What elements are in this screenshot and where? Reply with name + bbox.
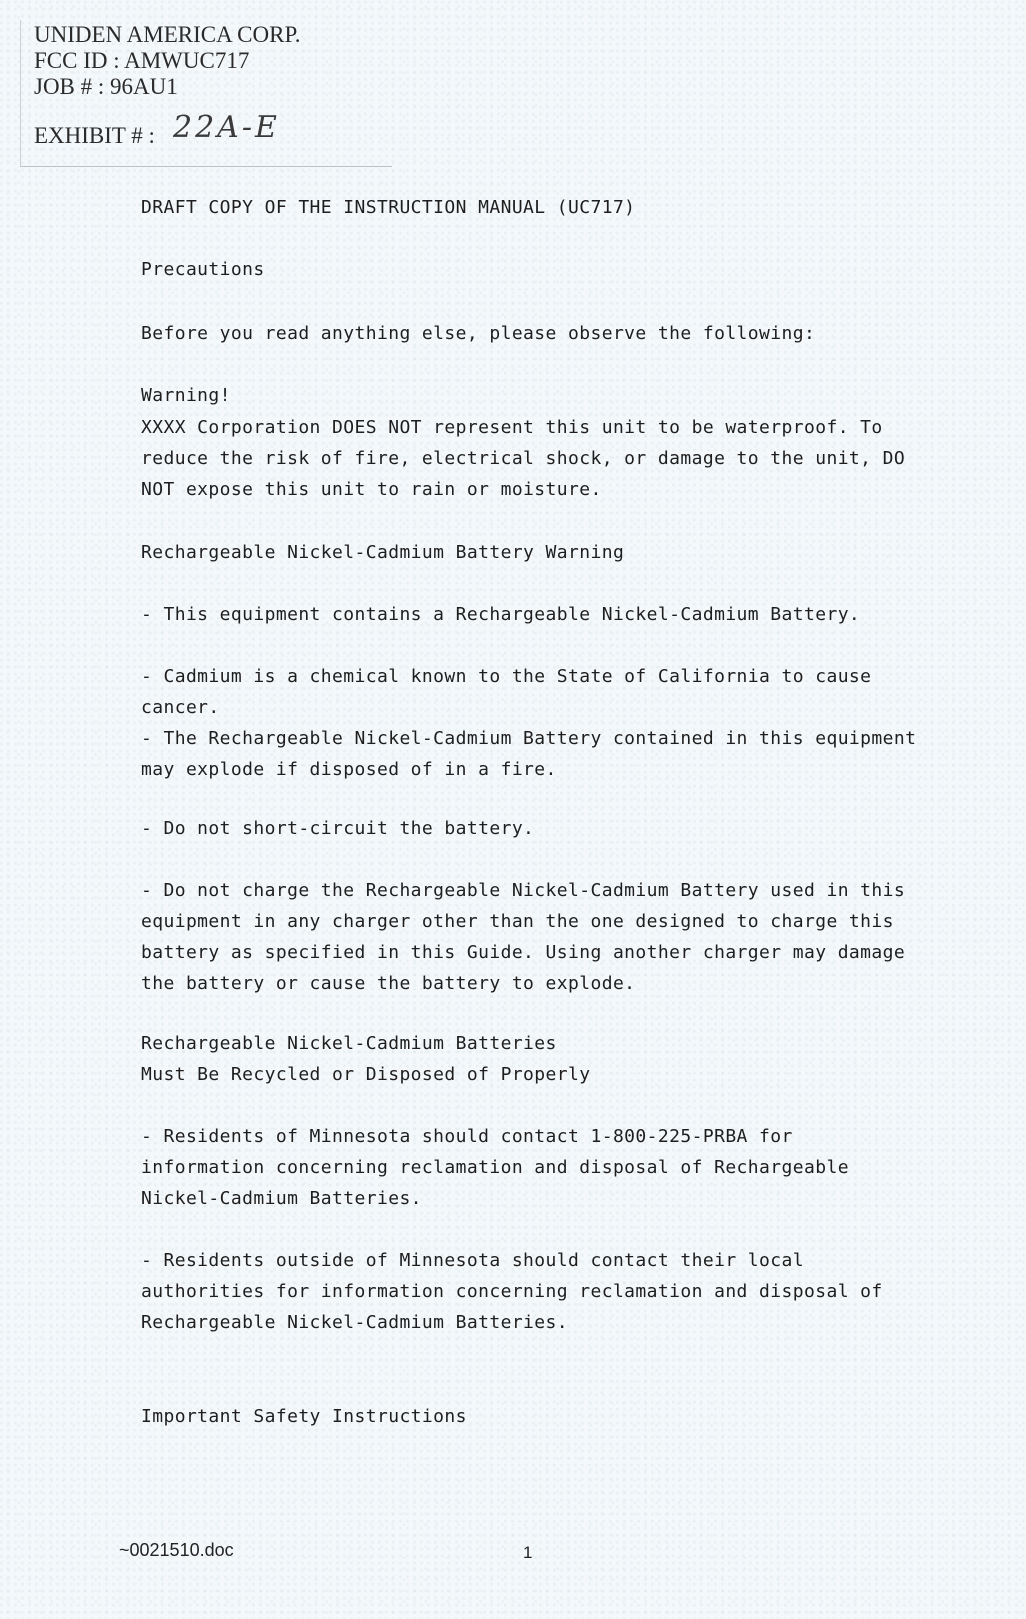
job-number: JOB # : 96AU1: [34, 74, 178, 99]
page-number: 1: [523, 1543, 533, 1562]
company-name: UNIDEN AMERICA CORP.: [34, 22, 301, 47]
intro-text: Before you read anything else, please observe the following:: [141, 323, 816, 344]
stamp-border-bottom: [20, 166, 392, 167]
recycle-item: - Residents of Minnesota should contact 1-800-225-PRBA for information concerning reclamation and disposal of Rechargeable Nickel-Cadmium Batteries.: [141, 1126, 861, 1209]
safety-heading: Important Safety Instructions: [141, 1406, 467, 1427]
exhibit-label: EXHIBIT # :: [34, 123, 155, 148]
battery-warning-heading: Rechargeable Nickel-Cadmium Battery Warning: [141, 542, 625, 563]
exhibit-stamp: [20, 20, 392, 170]
battery-item: - Cadmium is a chemical known to the State of California to cause cancer.: [141, 666, 883, 718]
battery-item: - This equipment contains a Rechargeable Nickel-Cadmium Battery.: [141, 604, 861, 625]
stamp-border-left: [20, 20, 21, 167]
warning-paragraph: XXXX Corporation DOES NOT represent this unit to be waterproof. To reduce the risk of fire, electrical shock, or damage to the unit, DO NOT expose this unit to rain or moisture.: [141, 417, 917, 500]
footer-filename: ~0021510.doc: [119, 1540, 234, 1560]
precautions-heading: Precautions: [141, 259, 265, 280]
battery-item: - Do not short-circuit the battery.: [141, 818, 535, 839]
warning-heading: Warning!: [141, 385, 231, 406]
exhibit-number-handwritten: 22A-E: [173, 110, 280, 145]
recycle-heading: Rechargeable Nickel-Cadmium Batteries Must Be Recycled or Disposed of Properly: [141, 1033, 591, 1085]
document-title: DRAFT COPY OF THE INSTRUCTION MANUAL (UC717): [141, 197, 636, 218]
fcc-id: FCC ID : AMWUC717: [34, 48, 250, 73]
recycle-item: - Residents outside of Minnesota should contact their local authorities for information concerning reclamation and disposal of Rechargeable Nickel-Cadmium Batteries.: [141, 1250, 894, 1333]
battery-item: - Do not charge the Rechargeable Nickel-Cadmium Battery used in this equipment in any charger other than the one designed to charge this battery as specified in this Guide. Using another charger may damage the battery or cause the battery to explode.: [141, 880, 917, 994]
battery-item: - The Rechargeable Nickel-Cadmium Battery contained in this equipment may explode if disposed of in a fire.: [141, 728, 928, 780]
